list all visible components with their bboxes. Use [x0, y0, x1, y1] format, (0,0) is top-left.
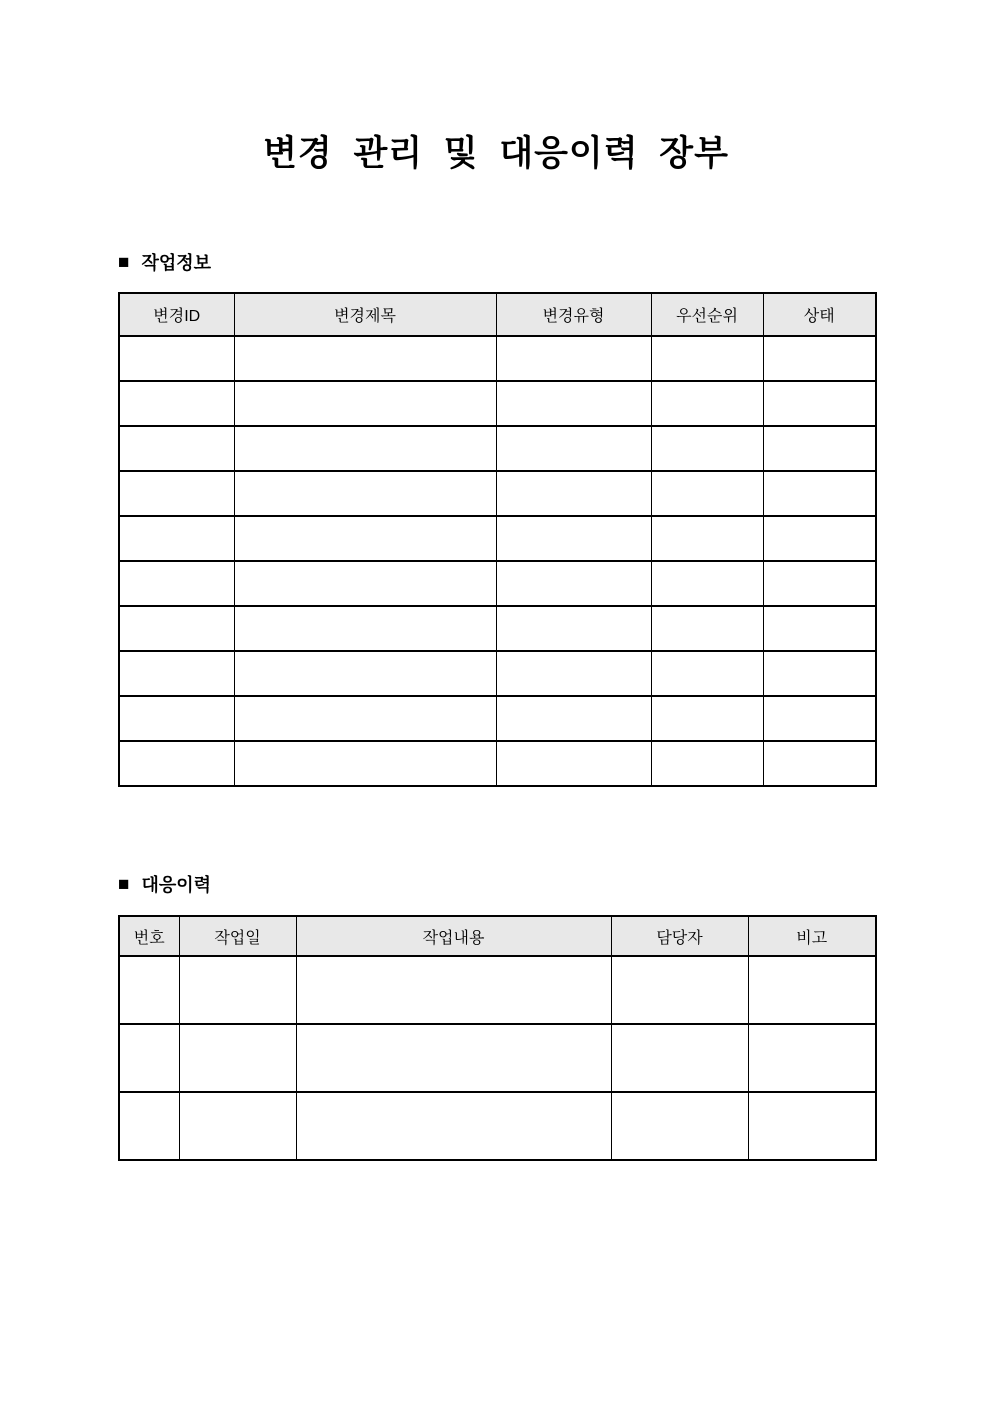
table-cell: [119, 956, 179, 1024]
table-row: [119, 1024, 876, 1092]
table-cell: [651, 336, 763, 381]
page-title: 변경 관리 및 대응이력 장부: [263, 134, 729, 173]
column-header-work-date: 작업일: [179, 916, 296, 956]
section-bullet-icon: ■: [118, 251, 130, 273]
table-cell: [611, 956, 748, 1024]
column-header-person-in-charge: 담당자: [611, 916, 748, 956]
table-cell: [496, 741, 651, 786]
table-row: [119, 606, 876, 651]
table-cell: [651, 741, 763, 786]
table-cell: [748, 1092, 876, 1160]
table-cell: [496, 561, 651, 606]
table-cell: [119, 516, 234, 561]
response-history-table: [118, 915, 877, 1161]
table-cell: [748, 956, 876, 1024]
table-cell: [119, 426, 234, 471]
table-cell: [748, 1024, 876, 1092]
table-cell: [496, 696, 651, 741]
table-cell: [119, 1024, 179, 1092]
table-cell: [296, 1024, 611, 1092]
table-cell: [179, 1092, 296, 1160]
table-cell: [763, 381, 876, 426]
table-cell: [119, 336, 234, 381]
table-row: [119, 956, 876, 1024]
column-header-change-id: 변경ID: [119, 293, 234, 336]
table-row: [119, 426, 876, 471]
table-cell: [496, 651, 651, 696]
table-cell: [496, 426, 651, 471]
table-cell: [234, 696, 496, 741]
table-cell: [763, 696, 876, 741]
column-header-number: 번호: [119, 916, 179, 956]
table-cell: [179, 956, 296, 1024]
column-header-change-title: 변경제목: [234, 293, 496, 336]
table-cell: [234, 471, 496, 516]
column-header-priority: 우선순위: [651, 293, 763, 336]
table-cell: [763, 336, 876, 381]
table-cell: [179, 1024, 296, 1092]
table-cell: [611, 1092, 748, 1160]
table-cell: [496, 336, 651, 381]
table-cell: [763, 426, 876, 471]
table-cell: [651, 696, 763, 741]
table-cell: [296, 956, 611, 1024]
table-row: [119, 471, 876, 516]
table-header-row: [119, 293, 876, 336]
section-header-response-history: [118, 871, 211, 897]
column-header-work-content: 작업내용: [296, 916, 611, 956]
table-cell: [296, 1092, 611, 1160]
table-cell: [119, 696, 234, 741]
table-cell: [611, 1024, 748, 1092]
table-row: [119, 336, 876, 381]
table-row: [119, 1092, 876, 1160]
section-bullet-icon: ■: [118, 873, 130, 895]
table-cell: [234, 651, 496, 696]
table-cell: [763, 606, 876, 651]
table-cell: [119, 606, 234, 651]
table-cell: [234, 516, 496, 561]
table-cell: [763, 516, 876, 561]
work-info-table: [118, 292, 877, 787]
table-cell: [119, 381, 234, 426]
table-row: [119, 516, 876, 561]
table-header-row: [119, 916, 876, 956]
section-label-text: 대응이력: [141, 875, 212, 895]
table-cell: [234, 561, 496, 606]
table-cell: [496, 381, 651, 426]
table-cell: [234, 336, 496, 381]
table-cell: [496, 516, 651, 561]
table-cell: [119, 1092, 179, 1160]
table-cell: [651, 381, 763, 426]
column-header-remarks: 비고: [748, 916, 876, 956]
table-cell: [119, 651, 234, 696]
table-cell: [651, 606, 763, 651]
table-cell: [496, 606, 651, 651]
table-cell: [763, 471, 876, 516]
table-cell: [651, 516, 763, 561]
table-cell: [234, 741, 496, 786]
table-row: [119, 741, 876, 786]
table-row: [119, 651, 876, 696]
table-row: [119, 696, 876, 741]
table-cell: [651, 651, 763, 696]
table-cell: [234, 426, 496, 471]
table-row: [119, 381, 876, 426]
table-cell: [763, 651, 876, 696]
table-cell: [651, 471, 763, 516]
section-header-work-info: [118, 249, 211, 275]
table-cell: [234, 381, 496, 426]
table-cell: [496, 471, 651, 516]
section-label-text: 작업정보: [141, 253, 212, 273]
table-cell: [119, 741, 234, 786]
table-cell: [234, 606, 496, 651]
column-header-status: 상태: [763, 293, 876, 336]
table-cell: [763, 741, 876, 786]
table-cell: [651, 561, 763, 606]
column-header-change-type: 변경유형: [496, 293, 651, 336]
table-row: [119, 561, 876, 606]
table-cell: [651, 426, 763, 471]
table-cell: [119, 471, 234, 516]
table-cell: [763, 561, 876, 606]
table-cell: [119, 561, 234, 606]
